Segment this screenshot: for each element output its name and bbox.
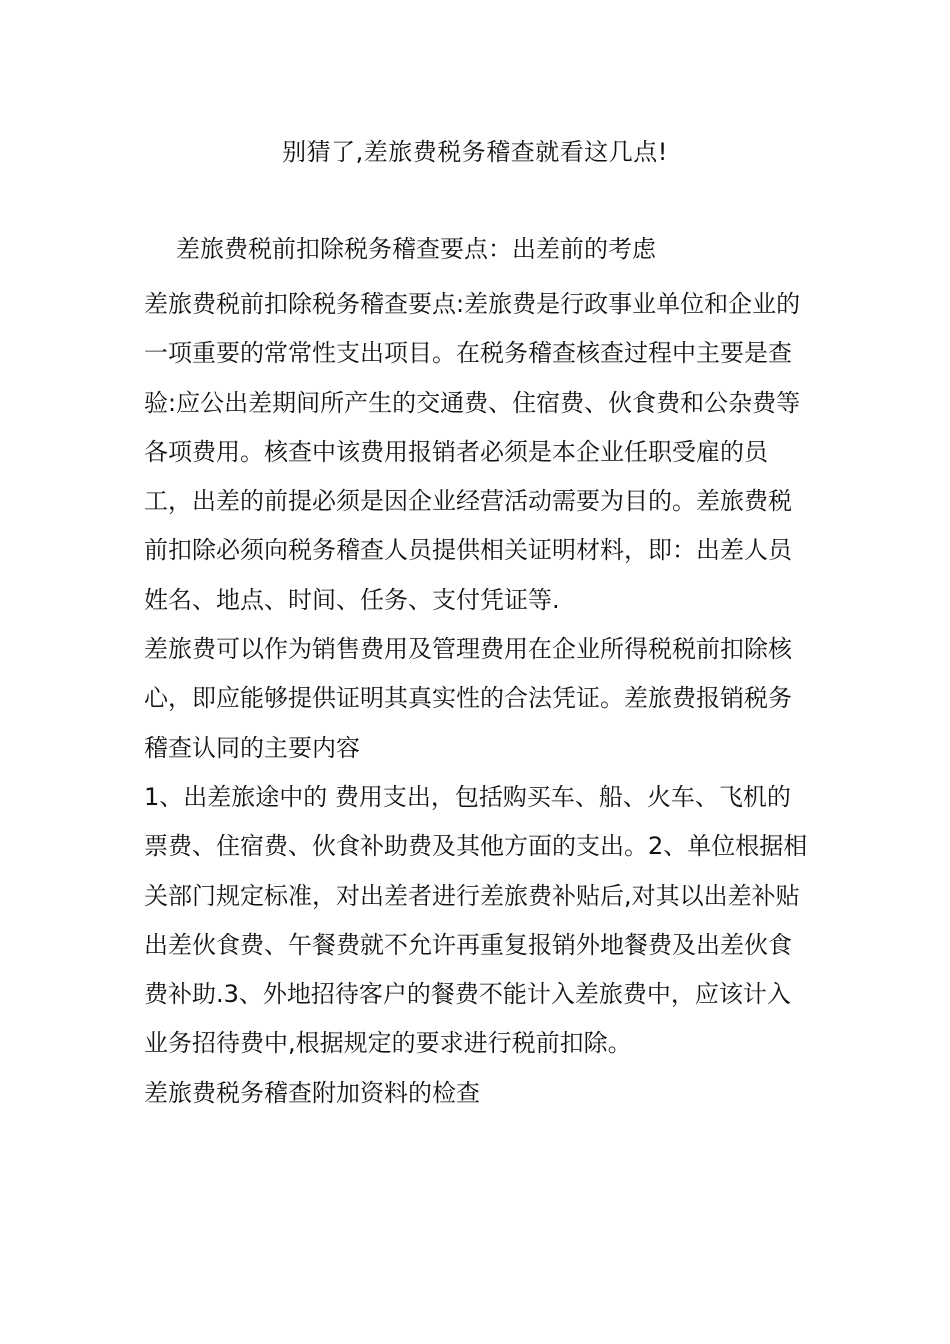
document-body xyxy=(144,280,814,1118)
document-title: 别猜了,差旅费税务稽查就看这几点! xyxy=(282,138,668,166)
paragraph-sales-management-expense: 差旅费可以作为销售费用及管理费用在企业所得税税前扣除核心，即应能够提供证明其真实性的合法凭证。差旅费报销税务稽查认同的主要内容 xyxy=(144,635,792,762)
section-subheading: 差旅费税前扣除税务稽查要点：出差前的考虑 xyxy=(176,235,656,263)
paragraph-travel-deduction-points: 差旅费税前扣除税务稽查要点:差旅费是行政事业单位和企业的一项重要的常常性支出项目。在税务稽查核查过程中主要是查验:应公出差期间所产生的交通费、住宿费、伙食费和公杂费等各项费用。核查中该费用报销者必须是本企业任职受雇的员工，出差的前提必须是因企业经营活动需要为目的。差旅费税前扣除必须向税务稽查人员提供相关证明材料，即：出差人员姓名、地点、时间、任务、支付凭证等. xyxy=(144,290,801,614)
paragraph-additional-materials-heading: 差旅费税务稽查附加资料的检查 xyxy=(144,1078,480,1107)
paragraph-reimbursement-items: 1、出差旅途中的 费用支出，包括购买车、船、火车、飞机的票费、住宿费、伙食补助费及其他方面的支出。2、单位根据相关部门规定标准，对出差者进行差旅费补贴后,对其以出差补贴出差伙食费、午餐费就不允许再重复报销外地餐费及出差伙食费补助.3、外地招待客户的餐费不能计入差旅费中，应该计入业务招待费中,根据规定的要求进行税前扣除。 xyxy=(144,782,808,1058)
